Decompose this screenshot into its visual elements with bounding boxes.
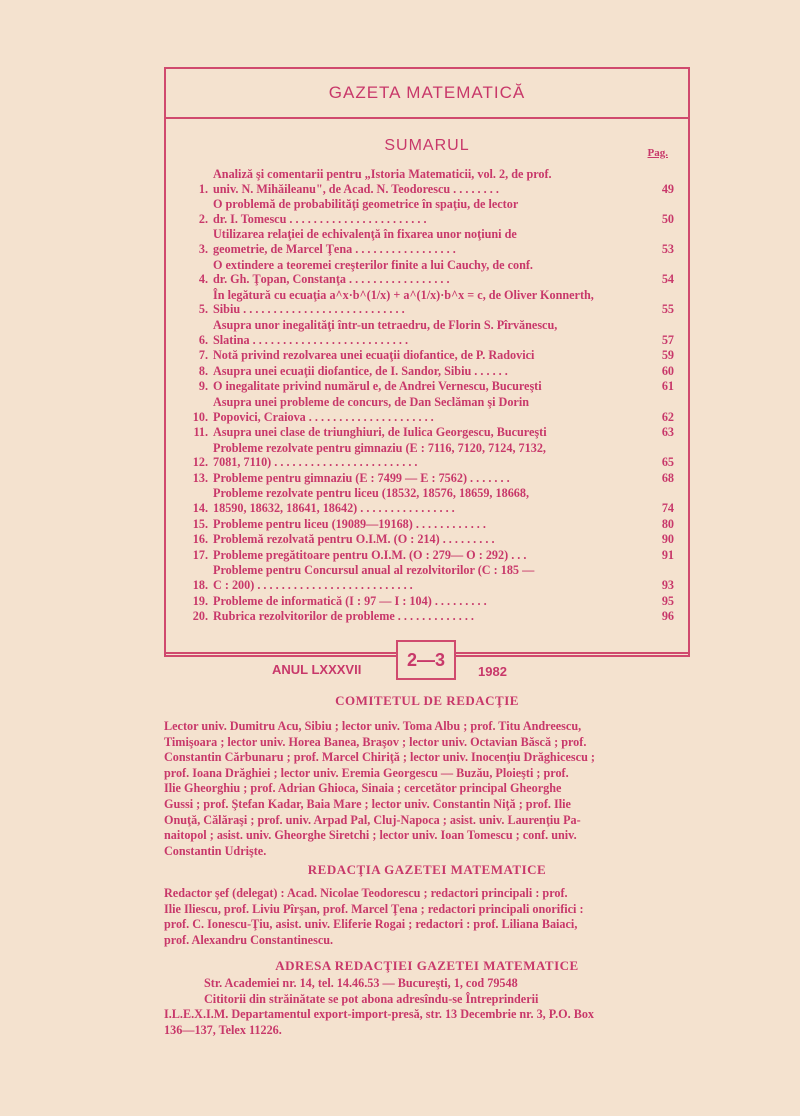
toc-item-line: Asupra unei ecuaţii diofantice, de I. Sandor, Sibiu . . . . . . <box>213 363 508 378</box>
table-of-contents <box>188 167 674 625</box>
toc-item <box>188 609 674 624</box>
toc-item <box>188 258 674 287</box>
address-line: Str. Academiei nr. 14, tel. 14.46.53 — Bucureşti, 1, cod 79548 <box>204 976 518 990</box>
committee-line: Gussi ; prof. Ştefan Kadar, Baia Mare ; lector univ. Constantin Niţă ; prof. Ilie <box>164 796 571 811</box>
issue-number: 2—3 <box>406 649 446 670</box>
issue-year: 1982 <box>478 664 507 679</box>
toc-item-title <box>213 594 634 609</box>
toc-item-page: 57 <box>661 332 674 347</box>
toc-item-number: 18. <box>192 578 208 593</box>
toc-item-number: 20. <box>192 609 208 624</box>
committee-line: prof. Ioana Drăghiei ; lector univ. Eremia Georgescu — Buzău, Ploieşti ; prof. <box>164 765 569 780</box>
committee-title: COMITETUL DE REDACŢIE <box>335 693 519 708</box>
toc-item-title <box>213 348 634 363</box>
toc-item-line: 18590, 18632, 18641, 18642) . . . . . . . . . . . . . . . . <box>213 501 455 516</box>
toc-item-title <box>213 379 634 394</box>
toc-item-line: 7081, 7110) . . . . . . . . . . . . . . . . . . . . . . . . <box>213 455 418 470</box>
editorial-line: prof. Alexandru Constantinescu. <box>164 932 334 947</box>
address-line: Cititorii din străinătate se pot abona adresîndu-se Întreprinderii <box>204 991 539 1006</box>
toc-item-line: Asupra unor inegalităţi într-un tetraedru, de Florin S. Pîrvănescu, <box>213 317 558 332</box>
toc-item-title <box>213 395 634 424</box>
toc-item-page: 54 <box>661 272 674 287</box>
issue-number-box <box>396 640 456 680</box>
toc-item-title <box>213 548 634 563</box>
toc-item-line: dr. Gh. Ţopan, Constanţa . . . . . . . . . . . . . . . . . <box>213 272 450 287</box>
address-text <box>164 976 694 1038</box>
toc-item <box>188 594 674 609</box>
toc-item <box>188 379 674 394</box>
toc-item <box>188 318 674 347</box>
toc-item-title <box>213 441 634 470</box>
toc-item <box>188 167 674 196</box>
toc-item-line: Asupra unei probleme de concurs, de Dan Seclăman şi Dorin <box>213 394 529 409</box>
address-title: ADRESA REDACŢIEI GAZETEI MATEMATICE <box>275 958 579 973</box>
toc-item-title <box>213 471 634 486</box>
toc-item-number: 4. <box>198 272 208 287</box>
toc-item-page: 68 <box>661 470 674 485</box>
address-line: I.L.E.X.I.M. Departamentul export-import-presă, str. 13 Decembrie nr. 3, P.O. Box <box>164 1007 595 1022</box>
toc-item-title <box>213 288 634 317</box>
toc-item-page: 49 <box>661 181 674 196</box>
toc-item-title <box>213 609 634 624</box>
editorial-line: Redactor şef (delegat) : Acad. Nicolae Teodorescu ; redactori principali : prof. <box>164 886 568 900</box>
toc-item-line: Sibiu . . . . . . . . . . . . . . . . . . . . . . . . . . . <box>213 302 405 317</box>
toc-item-page: 95 <box>661 593 674 608</box>
toc-item <box>188 348 674 363</box>
committee-line: Constantin Cărbunaru ; prof. Marcel Chiriţă ; lector univ. Inocenţiu Drăghicescu ; <box>164 750 595 765</box>
committee-line: Timişoara ; lector univ. Horea Banea, Braşov ; lector univ. Octavian Băscă ; prof. <box>164 734 587 749</box>
volume-label: ANUL LXXXVII <box>272 662 362 677</box>
toc-item-number: 17. <box>192 547 208 562</box>
toc-item-number: 13. <box>192 470 208 485</box>
toc-item-number: 9. <box>198 379 208 394</box>
toc-item <box>188 197 674 226</box>
editorial-title: REDACŢIA GAZETEI MATEMATICE <box>307 862 547 877</box>
toc-item-page: 63 <box>661 425 674 440</box>
toc-item-number: 3. <box>198 241 208 256</box>
toc-item-title <box>213 563 634 592</box>
committee-line: Onuţă, Călăraşi ; prof. univ. Arpad Pal, Cluj-Napoca ; asist. univ. Laurenţiu Pa- <box>164 812 581 827</box>
toc-item <box>188 563 674 592</box>
toc-item-title <box>213 167 634 196</box>
toc-item-number: 1. <box>198 181 208 196</box>
toc-item <box>188 441 674 470</box>
toc-item-line: Probleme pentru gimnaziu (E : 7499 — E : 7562) . . . . . . . <box>213 470 510 485</box>
toc-item-page: 65 <box>661 455 674 470</box>
toc-item-page: 50 <box>661 211 674 226</box>
toc-item <box>188 548 674 563</box>
toc-item-line: C : 200) . . . . . . . . . . . . . . . . . . . . . . . . . . <box>213 578 413 593</box>
toc-item-number: 12. <box>192 455 208 470</box>
toc-item-page: 74 <box>661 501 674 516</box>
toc-item-line: O extindere a teoremei creşterilor finite a lui Cauchy, de conf. <box>213 257 533 272</box>
toc-item-line: Utilizarea relaţiei de echivalenţă în fixarea unor noţiuni de <box>213 227 517 242</box>
summary-frame <box>164 67 690 657</box>
toc-item-line: Probleme de informatică (I : 97 — I : 104) . . . . . . . . . <box>213 593 487 608</box>
toc-item-number: 15. <box>192 516 208 531</box>
toc-item-line: O inegalitate privind numărul e, de Andrei Vernescu, Bucureşti <box>213 379 542 394</box>
toc-item <box>188 425 674 440</box>
toc-item-page: 61 <box>661 379 674 394</box>
toc-item-number: 19. <box>192 593 208 608</box>
toc-item-line: Popovici, Craiova . . . . . . . . . . . . . . . . . . . . . <box>213 409 434 424</box>
toc-item-number: 10. <box>192 409 208 424</box>
toc-item <box>188 486 674 515</box>
toc-item-page: 96 <box>661 609 674 624</box>
toc-item <box>188 395 674 424</box>
address-line: 136—137, Telex 11226. <box>164 1022 282 1037</box>
committee-line: Ilie Gheorghiu ; prof. Adrian Ghioca, Sinaia ; cercetător principal Gheorghe <box>164 781 562 796</box>
toc-item-line: Notă privind rezolvarea unei ecuaţii diofantice, de P. Radovici <box>213 348 535 363</box>
toc-item-title <box>213 318 634 347</box>
toc-item-page: 80 <box>661 516 674 531</box>
toc-item-line: Probleme pentru liceu (19089—19168) . . . . . . . . . . . . <box>213 516 486 531</box>
toc-item-title <box>213 517 634 532</box>
toc-item-number: 16. <box>192 532 208 547</box>
toc-item-page: 53 <box>661 241 674 256</box>
toc-item-page: 90 <box>661 532 674 547</box>
toc-item-line: Probleme pregătitoare pentru O.I.M. (O : 279— O : 292) . . . <box>213 547 527 562</box>
toc-item <box>188 288 674 317</box>
journal-title: GAZETA MATEMATICĂ <box>166 69 688 119</box>
toc-item-page: 93 <box>661 578 674 593</box>
toc-item-line: Analiză şi comentarii pentru „Istoria Matematicii, vol. 2, de prof. <box>213 167 552 181</box>
toc-item-title <box>213 258 634 287</box>
toc-item-line: O problemă de probabilităţi geometrice în spaţiu, de lector <box>213 197 519 212</box>
toc-item-page: 55 <box>661 302 674 317</box>
toc-item-line: Problemă rezolvată pentru O.I.M. (O : 214) . . . . . . . . . <box>213 532 495 547</box>
editorial-text <box>164 886 694 948</box>
toc-item-number: 5. <box>198 302 208 317</box>
toc-item-page: 62 <box>661 409 674 424</box>
committee-text <box>164 719 694 859</box>
toc-item-line: Probleme rezolvate pentru liceu (18532, 18576, 18659, 18668, <box>213 486 530 501</box>
toc-item-line: Slatina . . . . . . . . . . . . . . . . . . . . . . . . . . <box>213 332 409 347</box>
toc-item <box>188 227 674 256</box>
committee-line: naitopol ; asist. univ. Gheorghe Siretchi ; lector univ. Ioan Tomescu ; conf. univ. <box>164 828 577 843</box>
toc-item-line: În legătură cu ecuaţia a^x·b^(1/x) + a^(1/x)·b^x = c, de Oliver Konnerth, <box>213 287 594 302</box>
toc-item-page: 59 <box>661 348 674 363</box>
toc-item <box>188 532 674 547</box>
toc-item-number: 7. <box>198 348 208 363</box>
toc-item-line: geometrie, de Marcel Ţena . . . . . . . . . . . . . . . . . <box>213 241 456 256</box>
toc-item-title <box>213 486 634 515</box>
toc-item-line: Probleme pentru Concursul anual al rezolvitorilor (C : 185 — <box>213 563 535 578</box>
editorial-line: Ilie Iliescu, prof. Liviu Pîrşan, prof. Marcel Ţena ; redactori principali onorifici : <box>164 901 584 916</box>
toc-item-number: 14. <box>192 501 208 516</box>
toc-item <box>188 517 674 532</box>
toc-item-number: 6. <box>198 332 208 347</box>
toc-item-number: 11. <box>193 425 208 440</box>
toc-item-line: Probleme rezolvate pentru gimnaziu (E : 7116, 7120, 7124, 7132, <box>213 440 546 455</box>
summary-heading: SUMARUL <box>384 137 470 154</box>
toc-item-line: dr. I. Tomescu . . . . . . . . . . . . . . . . . . . . . . . <box>213 211 427 226</box>
toc-item-title <box>213 425 634 440</box>
toc-item-page: 60 <box>661 363 674 378</box>
toc-item-title <box>213 197 634 226</box>
editorial-line: prof. C. Ionescu-Ţiu, asist. univ. Eliferie Rogai ; redactori : prof. Liliana Baiaci, <box>164 917 578 932</box>
toc-item-page: 91 <box>661 547 674 562</box>
toc-item-line: Asupra unei clase de triunghiuri, de Iulica Georgescu, Bucureşti <box>213 425 547 440</box>
page-column-label: Pag. <box>647 147 668 159</box>
committee-line: Constantin Udrişte. <box>164 843 267 858</box>
toc-item-title <box>213 364 634 379</box>
toc-item-number: 8. <box>198 363 208 378</box>
toc-item <box>188 364 674 379</box>
toc-item-line: univ. N. Mihăileanu", de Acad. N. Teodorescu . . . . . . . . <box>213 181 499 196</box>
committee-line: Lector univ. Dumitru Acu, Sibiu ; lector univ. Toma Albu ; prof. Titu Andreescu, <box>164 719 582 733</box>
toc-item-line: Rubrica rezolvitorilor de probleme . . . . . . . . . . . . . <box>213 609 474 624</box>
toc-item-number: 2. <box>198 211 208 226</box>
toc-item <box>188 471 674 486</box>
toc-item-title <box>213 532 634 547</box>
toc-item-title <box>213 227 634 256</box>
